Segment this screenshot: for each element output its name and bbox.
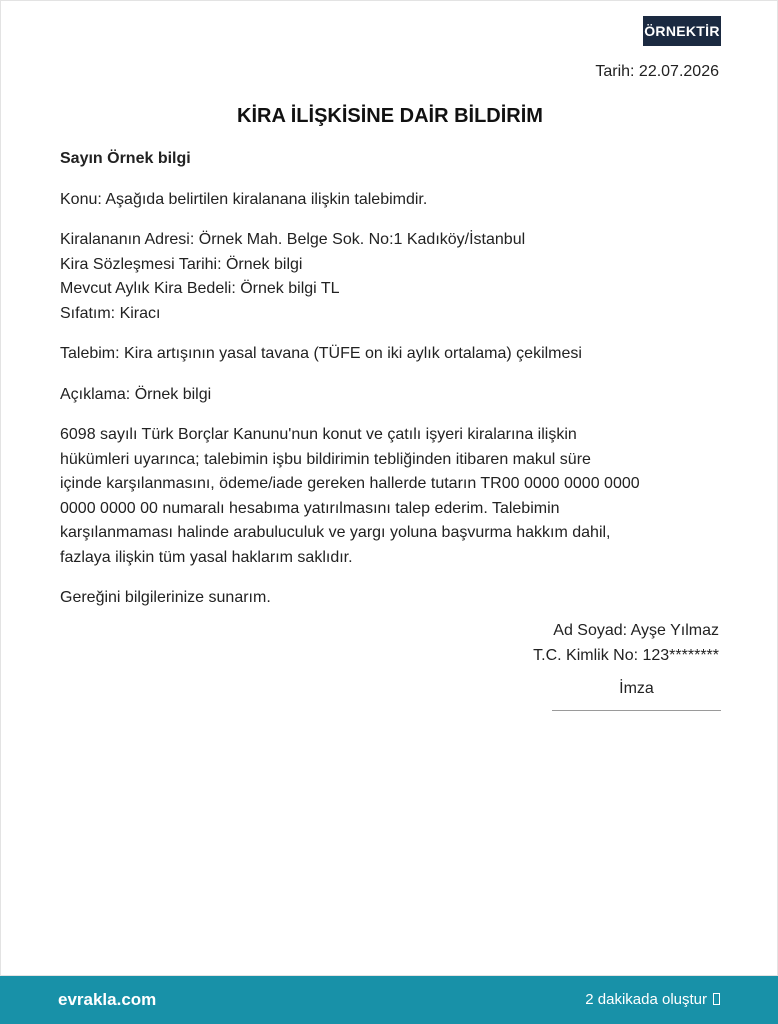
brand-link[interactable]: evrakla.com	[58, 990, 157, 1009]
mobile-icon	[713, 993, 720, 1005]
body-line: fazlaya ilişkin tüm yasal haklarım saklıdır.	[60, 548, 353, 566]
document-body	[60, 147, 722, 611]
detail-capacity: Sıfatım: Kiracı	[60, 304, 161, 322]
body-line: 0000 0000 00 numaralı hesabıma yatırılmasını talep ederim. Talebimin	[60, 499, 560, 517]
body-line: 6098 sayılı Türk Borçlar Kanunu'nun konut ve çatılı işyeri kiralarına ilişkin	[60, 426, 577, 443]
signature-label: İmza	[619, 680, 654, 697]
sample-badge: ÖRNEKTİR	[643, 16, 721, 46]
explanation-line: Açıklama: Örnek bilgi	[60, 385, 212, 403]
document-date: Tarih: 22.07.2026	[595, 63, 719, 80]
document-title: KİRA İLİŞKİSİNE DAİR BİLDİRİM	[237, 105, 543, 127]
salutation: Sayın Örnek bilgi	[60, 150, 191, 167]
closing-line: Gereğini bilgilerinize sunarım.	[60, 589, 271, 606]
subject-line: Konu: Aşağıda belirtilen kiralanana ilişkin talebimdir.	[60, 190, 428, 208]
body-line: hükümleri uyarınca; talebimin işbu bildirimin tebliğinden itibaren makul süre	[60, 450, 591, 468]
signature-block	[533, 619, 719, 668]
signature-line	[552, 710, 721, 711]
create-cta[interactable]	[585, 991, 720, 1008]
footer-bar	[0, 976, 778, 1024]
body-line: karşılanmaması halinde arabuluculuk ve yargı yoluna başvurma hakkım dahil,	[60, 524, 611, 541]
body-line: içinde karşılanmasını, ödeme/iade gereken hallerde tutarın TR00 0000 0000 0000	[60, 475, 640, 492]
detail-monthly-rent: Mevcut Aylık Kira Bedeli: Örnek bilgi TL	[60, 280, 340, 297]
create-cta-label: 2 dakikada oluştur	[585, 991, 707, 1008]
body-paragraph	[60, 423, 722, 570]
detail-address: Kiralananın Adresi: Örnek Mah. Belge Sok. No:1 Kadıköy/İstanbul	[60, 231, 526, 248]
signer-id-number: T.C. Kimlik No: 123********	[533, 646, 719, 664]
request-line: Talebim: Kira artışının yasal tavana (TÜFE on iki aylık ortalama) çekilmesi	[60, 345, 582, 362]
signer-name: Ad Soyad: Ayşe Yılmaz	[553, 622, 719, 639]
details-block	[60, 228, 722, 326]
detail-contract-date: Kira Sözleşmesi Tarihi: Örnek bilgi	[60, 255, 303, 273]
